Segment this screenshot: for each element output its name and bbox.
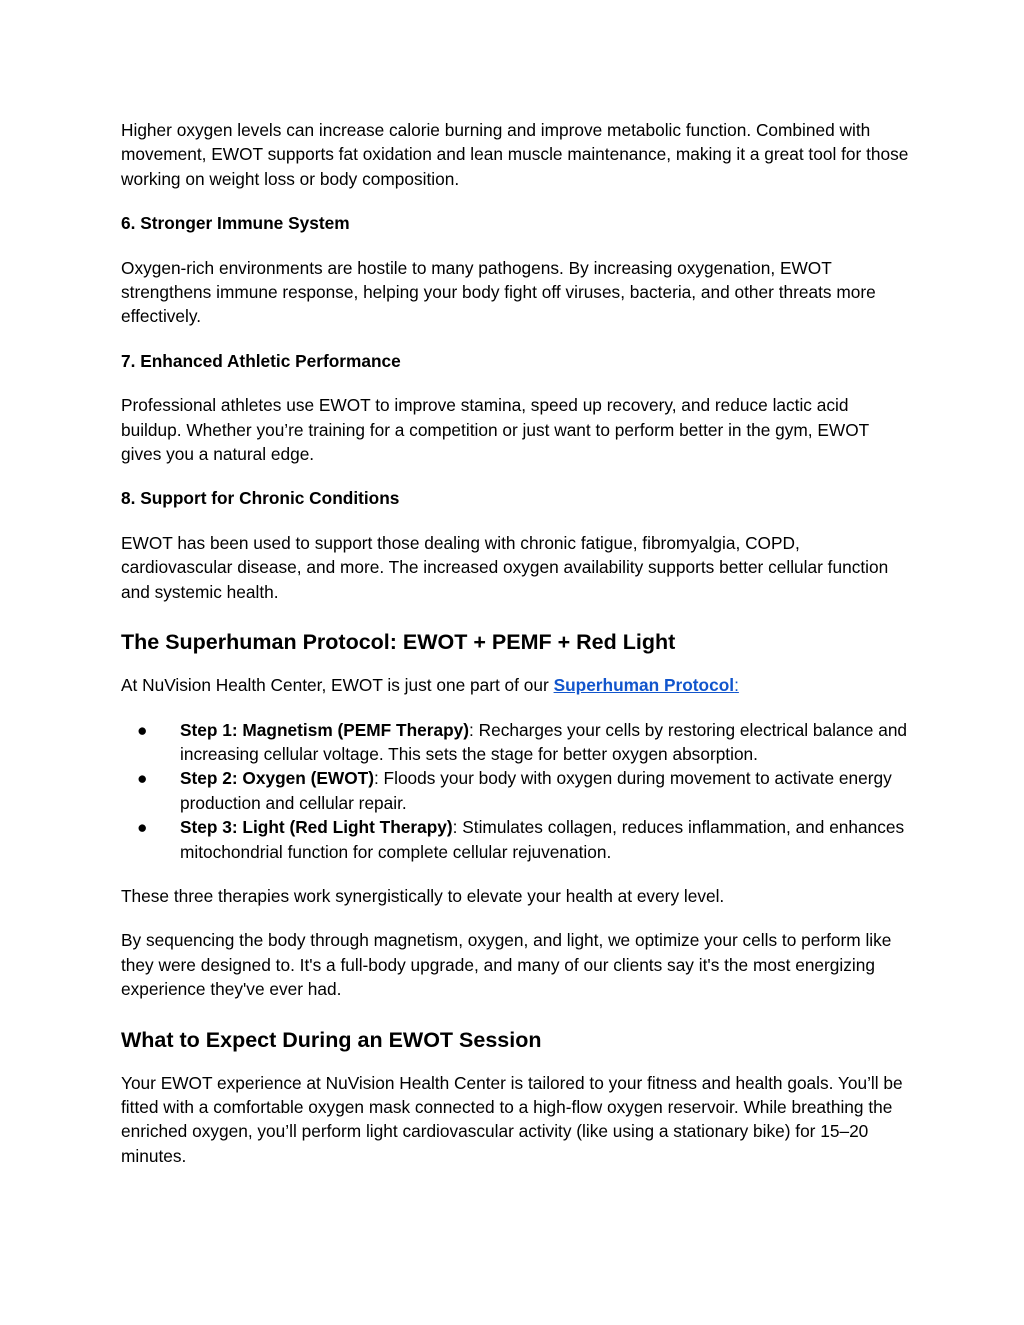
- list-item: [121, 815, 911, 864]
- superhuman-protocol-link[interactable]: Superhuman Protocol: [553, 675, 735, 696]
- chronic-paragraph: EWOT has been used to support those dealing with chronic fatigue, fibromyalgia, COPD, cardiovascular disease, and more. The increased oxygen availability supports better cellular function and systemic health.: [121, 532, 889, 602]
- sequencing-paragraph: By sequencing the body through magnetism, oxygen, and light, we optimize your cells to perform like they were designed to. It's a full-body upgrade, and many of our clients say it's the most energizing experience they've ever had.: [121, 930, 892, 1000]
- step-title: Step 1: Magnetism (PEMF Therapy): [180, 719, 470, 740]
- synergy-paragraph: These three therapies work synergistically to elevate your health at every level.: [121, 885, 725, 906]
- step-text: : Stimulates collagen, reduces inflammation, and enhances mitochondrial function for complete cellular rejuvenation.: [180, 817, 905, 862]
- immune-paragraph: Oxygen-rich environments are hostile to many pathogens. By increasing oxygenation, EWOT strengthens immune response, helping your body fight off viruses, bacteria, and other threats more effectively.: [121, 257, 876, 327]
- bullet-icon: ●: [137, 719, 148, 740]
- bullet-icon: ●: [137, 817, 148, 838]
- athletic-paragraph: Professional athletes use EWOT to improve stamina, speed up recovery, and reduce lactic acid buildup. Whether you’re training for a competition or just want to perform better in the gym, EWOT gives you a natural edge.: [121, 395, 869, 465]
- session-paragraph: Your EWOT experience at NuVision Health Center is tailored to your fitness and health goals. You’ll be fitted with a comfortable oxygen mask connected to a high-flow oxygen reservoir. While breathing the enriched oxygen, you’ll perform light cardiovascular activity (like using a stationary bike) for 15–20 minutes.: [121, 1072, 903, 1166]
- protocol-intro: [121, 673, 911, 697]
- step-title: Step 2: Oxygen (EWOT): [180, 768, 374, 789]
- heading-chronic-conditions: 8. Support for Chronic Conditions: [121, 488, 400, 509]
- bullet-icon: ●: [137, 768, 148, 789]
- list-item: [121, 718, 911, 767]
- intro-paragraph: Higher oxygen levels can increase calorie burning and improve metabolic function. Combined with movement, EWOT supports fat oxidation and lean muscle maintenance, making it a great tool for those working on weight loss or body composition.: [121, 120, 909, 189]
- step-title: Step 3: Light (Red Light Therapy): [180, 817, 453, 838]
- heading-athletic-performance: 7. Enhanced Athletic Performance: [121, 350, 401, 371]
- heading-immune-system: 6. Stronger Immune System: [121, 213, 350, 234]
- protocol-steps-list: [121, 718, 911, 864]
- heading-ewot-session: What to Expect During an EWOT Session: [121, 1027, 542, 1052]
- step-text: : Recharges your cells by restoring electrical balance and increasing cellular voltage. This sets the stage for better oxygen absorption.: [180, 719, 908, 764]
- protocol-link-colon: :: [734, 675, 739, 696]
- heading-superhuman-protocol: The Superhuman Protocol: EWOT + PEMF + Red Light: [121, 630, 676, 655]
- step-text: : Floods your body with oxygen during movement to activate energy production and cellular repair.: [180, 768, 892, 813]
- list-item: [121, 766, 911, 815]
- protocol-intro-text: At NuVision Health Center, EWOT is just one part of our: [121, 675, 554, 696]
- document-page: [121, 118, 911, 1188]
